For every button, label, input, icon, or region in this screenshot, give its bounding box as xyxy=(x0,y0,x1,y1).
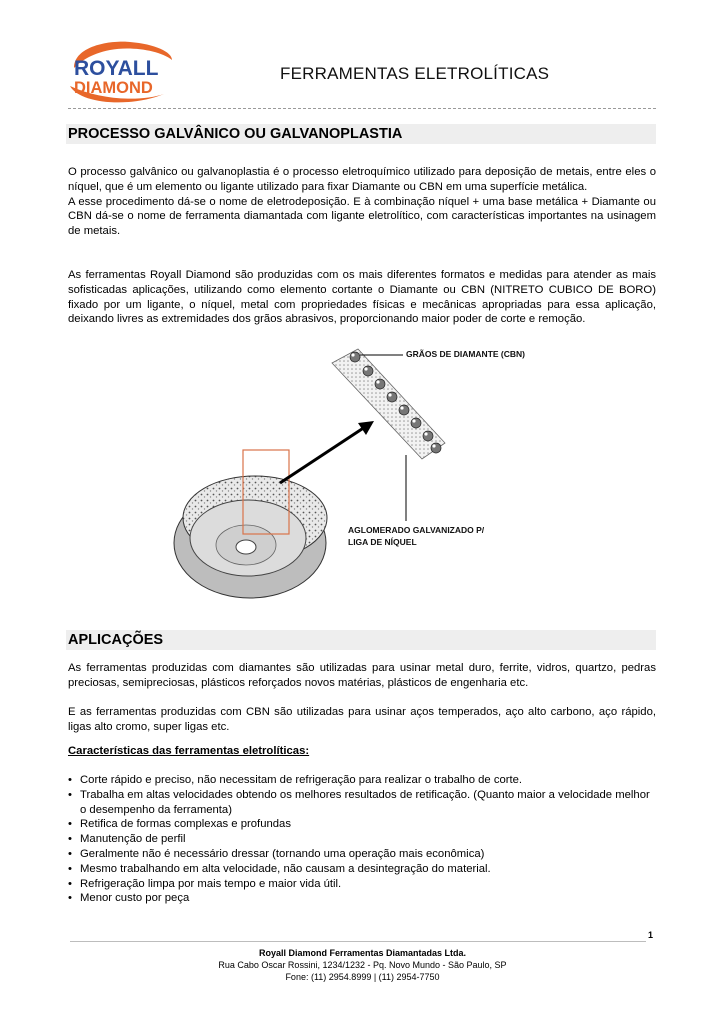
logo-graphic xyxy=(60,38,178,110)
document-title: FERRAMENTAS ELETROLÍTICAS xyxy=(280,64,550,83)
label-agglomerate-line2: LIGA DE NÍQUEL xyxy=(348,537,417,547)
list-item: • Menor custo por peça xyxy=(68,891,658,906)
applications-paragraph-1: As ferramentas produzidas com diamantes são utilizadas para usinar metal duro, ferrite, vidros, quartzo, pedras preciosas, semipreciosas, plásticos reforçados novos matérias, plásticos de engenharia etc. xyxy=(68,662,656,689)
label-diamond-grains: GRÃOS DE DIAMANTE (CBN) xyxy=(406,349,525,359)
diagram-graphic xyxy=(170,343,540,608)
galvanic-paragraph-3: As ferramentas Royall Diamond são produzidas com os mais diferentes formatos e medidas para atender as mais sofisticadas aplicações, utilizando como elemento cortante o Diamante ou CBN (NITRETO CUBICO DE BORO) fixado por um ligante, o níquel, metal com propriedades físicas e mecânicas apropriadas para essa aplicação, deixando livres as extremidades dos grãos abrasivos, proporcionando maior poder de corte e remoção. xyxy=(68,269,656,326)
label-agglomerate-line1: AGLOMERADO GALVANIZADO P/ xyxy=(348,525,485,535)
applications-paragraph-2: E as ferramentas produzidas com CBN são utilizadas para usinar aços temperados, aço alto carbono, aço rápido, ligas alto cromo, super ligas etc. xyxy=(68,706,656,733)
logo-line2: DIAMOND xyxy=(74,79,153,97)
page-number: 1 xyxy=(648,930,654,940)
section-heading-applications: APLICAÇÕES xyxy=(66,630,656,650)
features-title: Características das ferramentas eletrolíticas: xyxy=(68,745,310,757)
list-item: • Manutenção de perfil xyxy=(68,832,658,847)
list-item: • Retifica de formas complexas e profundas xyxy=(68,817,658,832)
footer-phone: Fone: (11) 2954.8999 | (11) 2954-7750 xyxy=(285,972,440,982)
features-list xyxy=(68,773,658,906)
company-logo xyxy=(60,38,178,110)
list-item: • Geralmente não é necessário dressar (tornando uma operação mais econômica) xyxy=(68,847,658,862)
list-item: • Corte rápido e preciso, não necessitam de refrigeração para realizar o trabalho de corte. xyxy=(68,773,658,788)
list-item: • Refrigeração limpa por mais tempo e maior vida útil. xyxy=(68,877,658,892)
footer-divider xyxy=(70,941,646,942)
footer-company: Royall Diamond Ferramentas Diamantadas Ltda. xyxy=(258,948,467,958)
galvanic-paragraph-1: O processo galvânico ou galvanoplastia é o processo eletroquímico utilizado para deposição de metais, entre eles o níquel, que é um elemento ou ligante utilizado para fixar Diamante ou CBN em uma superfície metálica. xyxy=(68,166,656,193)
galvanic-intro xyxy=(68,165,656,239)
logo-line1: ROYALL xyxy=(74,57,159,80)
list-item: • Trabalha em altas velocidades obtendo os melhores resultados de retificação. (Quanto maior a velocidade melhor o desempenho da ferramenta) xyxy=(68,788,658,818)
grinding-wheel-diagram xyxy=(170,343,540,608)
section-heading-galvanic: PROCESSO GALVÂNICO OU GALVANOPLASTIA xyxy=(66,124,656,144)
list-item: • Mesmo trabalhando em alta velocidade, não causam a desintegração do material. xyxy=(68,862,658,877)
galvanic-paragraph-2: A esse procedimento dá-se o nome de eletrodeposição. E à combinação níquel + uma base metálica + Diamante ou CBN dá-se o nome de ferramenta diamantada com ligante eletrolítico, com características importantes na usinagem de metais. xyxy=(68,195,656,238)
header-divider xyxy=(68,108,656,109)
footer-address: Rua Cabo Oscar Rossini, 1234/1232 - Pq. Novo Mundo - São Paulo, SP xyxy=(218,960,507,970)
